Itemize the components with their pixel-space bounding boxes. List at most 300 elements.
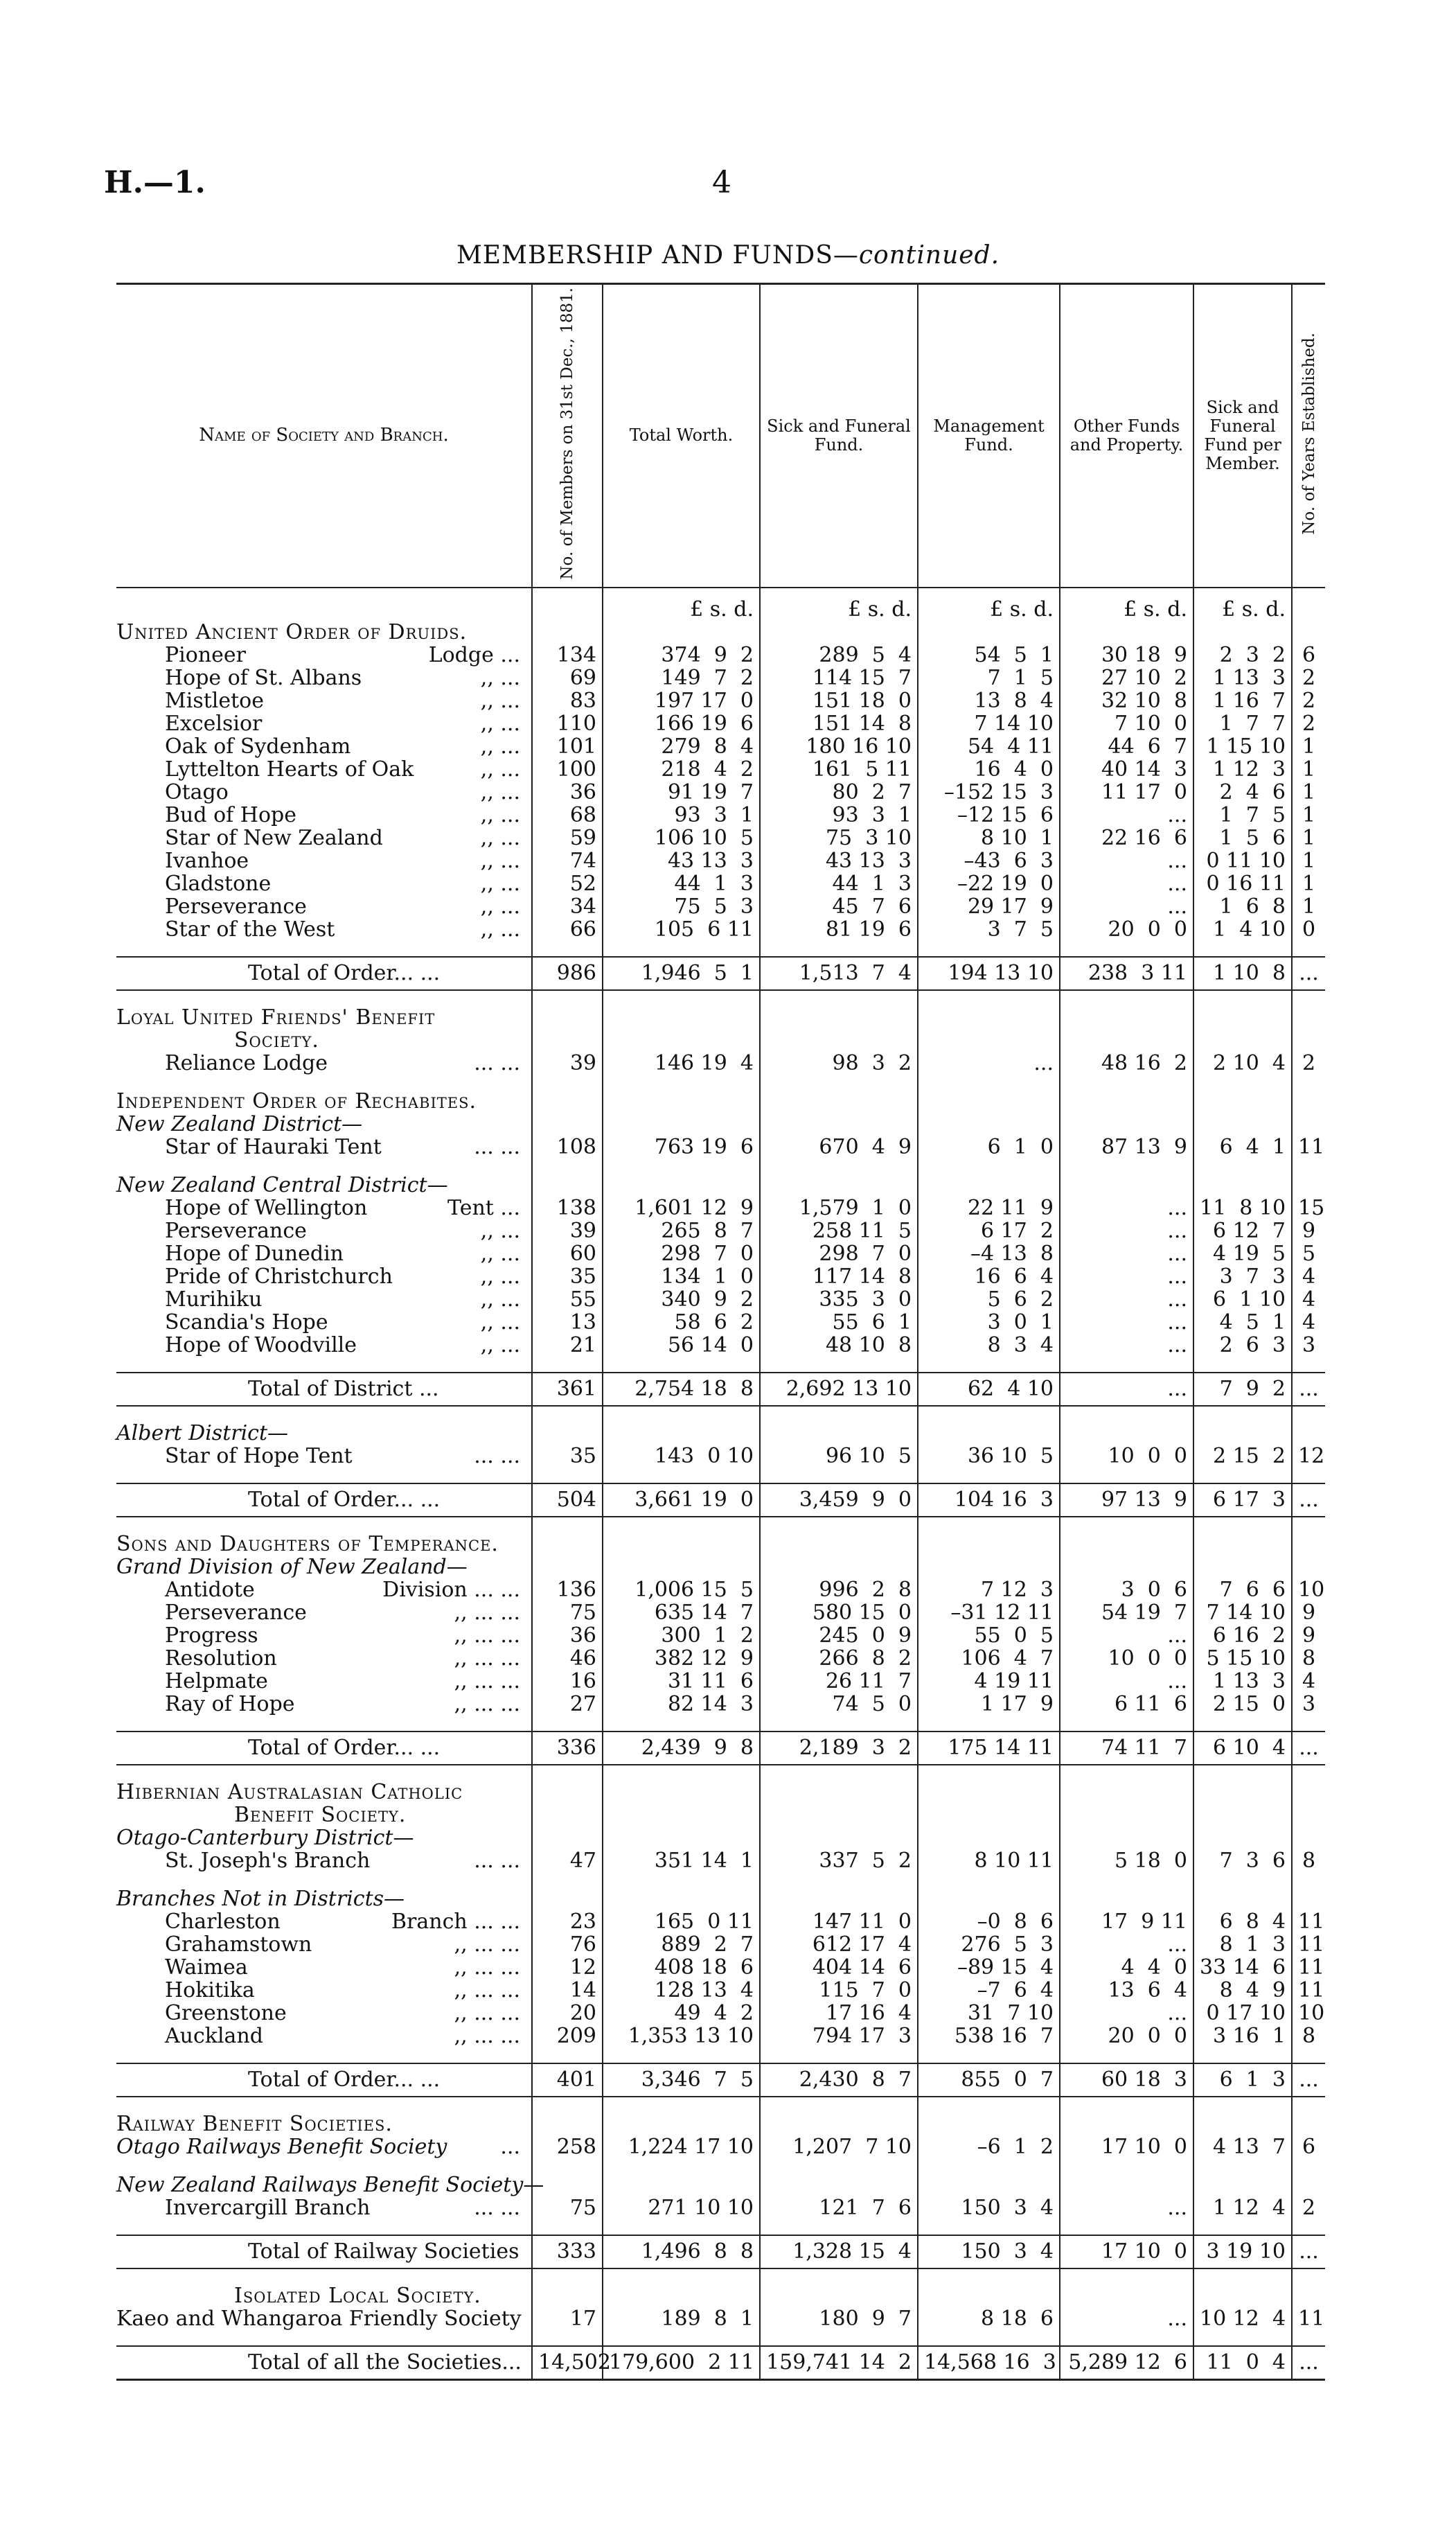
section-heading-row (116, 1113, 1325, 1136)
spacer-cell (760, 1872, 918, 1887)
name-wrap (165, 1624, 526, 1647)
row-name: Reliance Lodge (165, 1050, 328, 1075)
per-cell (1193, 1781, 1292, 1804)
society-name-cell (116, 1910, 532, 1933)
total-cell: 165 0 11 (603, 1910, 760, 1933)
name-qualifier: ,, ... (480, 779, 520, 804)
spacer-cell (1193, 990, 1292, 1006)
spacer-cell (116, 2219, 532, 2235)
total-cell: 298 7 0 (603, 1242, 760, 1265)
spacer-row (116, 1357, 1325, 1373)
spacer-cell (116, 1406, 532, 1422)
total-cell: 351 14 1 (603, 1849, 760, 1872)
per-cell: 3 7 3 (1193, 1265, 1292, 1288)
total-label (116, 1483, 532, 1517)
spacer-cell (1193, 2097, 1292, 2113)
spacer-cell (918, 990, 1060, 1006)
other-cell: 3 0 6 (1060, 1578, 1193, 1601)
spacer-cell (532, 2219, 603, 2235)
years-cell: 4 (1292, 1288, 1325, 1311)
sick-cell: 161 5 11 (760, 758, 918, 781)
row-name: New Zealand District— (116, 1111, 363, 1136)
table-row (116, 758, 1325, 781)
other-cell (1060, 2174, 1193, 2196)
members-cell: 75 (532, 2196, 603, 2219)
other-cell: 30 18 9 (1060, 644, 1193, 667)
sick-cell: 151 14 8 (760, 712, 918, 735)
table-row (116, 1197, 1325, 1219)
page-title (0, 241, 1456, 270)
total-cell: 265 8 7 (603, 1219, 760, 1242)
other-cell: ... (1060, 2307, 1193, 2330)
years-cell: ... (1292, 957, 1325, 990)
years-cell (1292, 1533, 1325, 1556)
other-cell: 27 10 2 (1060, 667, 1193, 689)
spacer-cell (1292, 1406, 1325, 1422)
row-name: Total of Order... ... (248, 2068, 441, 2092)
members-cell: 110 (532, 712, 603, 735)
spacer-cell (760, 1357, 918, 1373)
members-cell: 258 (532, 2135, 603, 2158)
sick-cell (760, 1422, 918, 1445)
other-cell (1060, 621, 1193, 644)
members-cell: 74 (532, 849, 603, 872)
other-cell: ... (1060, 872, 1193, 895)
name-qualifier: Tent ... (447, 1195, 520, 1220)
years-cell: 6 (1292, 644, 1325, 667)
members-cell: 52 (532, 872, 603, 895)
spacer-row (116, 2097, 1325, 2113)
years-cell: 8 (1292, 1849, 1325, 1872)
members-cell: 68 (532, 804, 603, 827)
members-cell: 14,502 (532, 2346, 603, 2380)
other-cell: 238 3 11 (1060, 957, 1193, 990)
mgmt-cell (918, 1113, 1060, 1136)
row-name: Sons and Daughters of Temperance. (116, 1531, 499, 1556)
members-cell: 16 (532, 1670, 603, 1693)
mgmt-cell (918, 621, 1060, 644)
per-cell: 33 14 6 (1193, 1956, 1292, 1979)
years-cell: 15 (1292, 1197, 1325, 1219)
years-cell: 4 (1292, 1311, 1325, 1334)
spacer-cell (603, 990, 760, 1006)
spacer-cell (1193, 1765, 1292, 1781)
spacer-cell (1060, 1406, 1193, 1422)
other-cell: 5 18 0 (1060, 1849, 1193, 1872)
spacer-cell (532, 2158, 603, 2174)
row-name: Hope of Wellington (165, 1195, 368, 1220)
name-wrap (165, 918, 526, 941)
row-name: Independent Order of Rechabites. (116, 1089, 477, 1113)
row-name: Perseverance (165, 1218, 307, 1243)
other-cell: ... (1060, 1265, 1193, 1288)
other-cell: ... (1060, 1373, 1193, 1406)
sick-cell: 80 2 7 (760, 781, 918, 804)
name-wrap (165, 1647, 526, 1670)
other-cell: ... (1060, 1288, 1193, 1311)
section-heading (116, 1006, 532, 1029)
section-heading-row (116, 2284, 1325, 2307)
spacer-cell (603, 2219, 760, 2235)
per-cell: 4 19 5 (1193, 1242, 1292, 1265)
spacer-cell (760, 1468, 918, 1483)
spacer-cell (918, 1468, 1060, 1483)
table-row (116, 712, 1325, 735)
mgmt-cell (918, 1090, 1060, 1113)
mgmt-cell: 54 5 1 (918, 644, 1060, 667)
members-cell (532, 1113, 603, 1136)
name-qualifier: ,, ... ... (454, 1646, 520, 1671)
name-qualifier: ,, ... ... (454, 2023, 520, 2048)
spacer-cell (603, 1075, 760, 1090)
name-wrap (165, 1197, 526, 1219)
mgmt-cell: 538 16 7 (918, 2025, 1060, 2047)
members-cell: 21 (532, 1334, 603, 1357)
spacer-cell (760, 1517, 918, 1533)
name-wrap (165, 1979, 526, 2002)
name-wrap (165, 1219, 526, 1242)
table-row (116, 1242, 1325, 1265)
society-name-cell (116, 918, 532, 941)
table-row (116, 1933, 1325, 1956)
row-name: Society. (234, 1028, 319, 1052)
spacer-cell (532, 2047, 603, 2063)
spacer-cell (1193, 1716, 1292, 1731)
spacer-row (116, 2330, 1325, 2346)
per-cell: 1 12 4 (1193, 2196, 1292, 2219)
spacer-cell (116, 1716, 532, 1731)
spacer-cell (1292, 2330, 1325, 2346)
spacer-cell (1193, 1158, 1292, 1174)
spacer-cell (1193, 1872, 1292, 1887)
spacer-cell (918, 1357, 1060, 1373)
other-cell (1060, 1556, 1193, 1578)
table-row (116, 872, 1325, 895)
spacer-cell (603, 2330, 760, 2346)
total-cell (603, 1090, 760, 1113)
row-name: New Zealand Railways Benefit Society— (116, 2172, 544, 2197)
per-cell (1193, 1804, 1292, 1826)
years-cell: 2 (1292, 1052, 1325, 1075)
members-cell: 36 (532, 781, 603, 804)
sick-cell (760, 1174, 918, 1197)
section-heading (116, 621, 532, 644)
society-name-cell (116, 1693, 532, 1716)
name-qualifier: ... ... (474, 2195, 520, 2220)
row-name: Benefit Society. (234, 1802, 407, 1827)
spacer-cell (760, 990, 918, 1006)
table-row (116, 804, 1325, 827)
row-name: Bud of Hope (165, 802, 296, 827)
mgmt-cell (918, 2284, 1060, 2307)
mgmt-cell: 6 17 2 (918, 1219, 1060, 1242)
sick-cell: 404 14 6 (760, 1956, 918, 1979)
sick-cell: 180 9 7 (760, 2307, 918, 2330)
spacer-cell (532, 1406, 603, 1422)
society-name-cell (116, 712, 532, 735)
per-cell (1193, 2113, 1292, 2135)
section-heading-row (116, 1029, 1325, 1052)
members-cell: 13 (532, 1311, 603, 1334)
name-qualifier: ,, ... (480, 917, 520, 942)
units-sick: £ s. d. (760, 588, 918, 621)
spacer-cell (760, 1716, 918, 1731)
society-name-cell (116, 758, 532, 781)
header-members (532, 284, 603, 588)
row-name: Hibernian Australasian Catholic (116, 1779, 463, 1804)
mgmt-cell: 22 11 9 (918, 1197, 1060, 1219)
document-code: H.—1. (104, 165, 206, 200)
section-heading (116, 1826, 532, 1849)
name-wrap (165, 781, 526, 804)
members-cell: 47 (532, 1849, 603, 1872)
mgmt-cell: 7 12 3 (918, 1578, 1060, 1601)
other-cell: 10 0 0 (1060, 1445, 1193, 1468)
years-cell: 0 (1292, 918, 1325, 941)
years-cell (1292, 1422, 1325, 1445)
table-row (116, 667, 1325, 689)
per-cell (1193, 1826, 1292, 1849)
spacer-cell (1193, 2268, 1292, 2284)
sick-cell (760, 1556, 918, 1578)
section-heading (116, 1113, 532, 1136)
spacer-cell (603, 2268, 760, 2284)
per-cell: 6 1 10 (1193, 1288, 1292, 1311)
name-wrap (165, 689, 526, 712)
header-row (116, 284, 1325, 588)
sick-cell: 670 4 9 (760, 1136, 918, 1158)
row-name: Otago (165, 779, 229, 804)
members-cell (532, 1422, 603, 1445)
total-cell: 1,353 13 10 (603, 2025, 760, 2047)
name-wrap (165, 667, 526, 689)
other-cell (1060, 2113, 1193, 2135)
table-row (116, 1334, 1325, 1357)
name-qualifier: ,, ... (480, 1310, 520, 1334)
members-cell: 59 (532, 827, 603, 849)
per-cell: 4 13 7 (1193, 2135, 1292, 2158)
units-other: £ s. d. (1060, 588, 1193, 621)
table-row (116, 735, 1325, 758)
row-name: Perseverance (165, 894, 307, 919)
years-cell: 2 (1292, 689, 1325, 712)
per-cell (1193, 1113, 1292, 1136)
total-cell: 1,224 17 10 (603, 2135, 760, 2158)
years-cell (1292, 2284, 1325, 2307)
spacer-row (116, 941, 1325, 957)
spacer-cell (532, 1517, 603, 1533)
name-qualifier: ,, ... (480, 1218, 520, 1243)
row-name: Total of Railway Societies (248, 2239, 520, 2264)
other-cell: 20 0 0 (1060, 2025, 1193, 2047)
spacer-cell (532, 1158, 603, 1174)
members-cell: 361 (532, 1373, 603, 1406)
spacer-cell (603, 1872, 760, 1887)
years-cell: 1 (1292, 872, 1325, 895)
name-qualifier: ,, ... ... (454, 1955, 520, 1980)
years-cell (1292, 2174, 1325, 2196)
years-cell: 8 (1292, 2025, 1325, 2047)
society-name-cell (116, 1219, 532, 1242)
spacer-cell (760, 1765, 918, 1781)
mgmt-cell: –0 8 6 (918, 1910, 1060, 1933)
spacer-row (116, 1468, 1325, 1483)
spacer-cell (1060, 1158, 1193, 1174)
total-cell: 146 19 4 (603, 1052, 760, 1075)
other-cell (1060, 1826, 1193, 1849)
row-name: New Zealand Central District— (116, 1172, 448, 1197)
sick-cell: 93 3 1 (760, 804, 918, 827)
section-heading-row (116, 2113, 1325, 2135)
per-cell: 1 13 3 (1193, 667, 1292, 689)
spacer-cell (116, 2047, 532, 2063)
spacer-cell (1060, 1716, 1193, 1731)
members-cell (532, 2284, 603, 2307)
table-row (116, 781, 1325, 804)
name-wrap (165, 2196, 526, 2219)
society-name-cell (116, 1933, 532, 1956)
society-name-cell (116, 735, 532, 758)
table-row (116, 1311, 1325, 1334)
society-name-cell (116, 849, 532, 872)
table-row (116, 2135, 1325, 2158)
section-heading (116, 2113, 532, 2135)
name-wrap (165, 712, 526, 735)
total-cell: 149 7 2 (603, 667, 760, 689)
spacer-cell (1193, 1357, 1292, 1373)
name-wrap (165, 872, 526, 895)
other-cell: 4 4 0 (1060, 1956, 1193, 1979)
sick-cell: 151 18 0 (760, 689, 918, 712)
name-qualifier: ,, ... (480, 665, 520, 690)
spacer-row (116, 1075, 1325, 1090)
total-cell (603, 1804, 760, 1826)
mgmt-cell: 31 7 10 (918, 2002, 1060, 2025)
name-qualifier: ... ... (474, 1050, 520, 1075)
name-wrap (165, 1578, 526, 1601)
years-cell: ... (1292, 2235, 1325, 2268)
members-cell: 401 (532, 2063, 603, 2097)
per-cell: 7 14 10 (1193, 1601, 1292, 1624)
years-cell: 4 (1292, 1670, 1325, 1693)
society-name-cell (116, 2025, 532, 2047)
spacer-cell (1292, 2158, 1325, 2174)
total-row (116, 2235, 1325, 2268)
society-name-cell (116, 781, 532, 804)
row-name: Kaeo and Whangaroa Friendly Society (116, 2306, 522, 2331)
total-cell (603, 1006, 760, 1029)
sick-cell (760, 2284, 918, 2307)
society-name-cell (116, 1265, 532, 1288)
spacer-cell (1292, 2097, 1325, 2113)
members-cell (532, 1090, 603, 1113)
mgmt-cell (918, 1422, 1060, 1445)
row-name: Resolution (165, 1646, 277, 1671)
row-name: Grahamstown (165, 1932, 312, 1957)
row-name: Excelsior (165, 711, 263, 736)
sick-cell: 337 5 2 (760, 1849, 918, 1872)
mgmt-cell (918, 1174, 1060, 1197)
society-name-cell (116, 1578, 532, 1601)
society-name-cell (116, 1334, 532, 1357)
spacer-cell (918, 1517, 1060, 1533)
name-wrap (165, 2025, 526, 2047)
spacer-cell (1292, 2219, 1325, 2235)
per-cell: 8 1 3 (1193, 1933, 1292, 1956)
members-cell: 27 (532, 1693, 603, 1716)
spacer-cell (532, 1716, 603, 1731)
spacer-cell (1060, 1765, 1193, 1781)
total-cell (603, 2284, 760, 2307)
per-cell (1193, 1029, 1292, 1052)
row-name: Murihiku (165, 1287, 263, 1312)
other-cell: 22 16 6 (1060, 827, 1193, 849)
sick-cell: 159,741 14 2 (760, 2346, 918, 2380)
row-name: Hope of Woodville (165, 1332, 357, 1357)
total-cell: 143 0 10 (603, 1445, 760, 1468)
row-name: Star of the West (165, 917, 335, 942)
row-name: Auckland (165, 2023, 263, 2048)
row-name: Albert District— (116, 1420, 289, 1445)
mgmt-cell: 8 10 1 (918, 827, 1060, 849)
members-cell: 76 (532, 1933, 603, 1956)
page-number: 4 (712, 165, 731, 200)
mgmt-cell: 16 4 0 (918, 758, 1060, 781)
sick-cell: 794 17 3 (760, 2025, 918, 2047)
name-qualifier: ... (500, 2134, 520, 2159)
table-row (116, 1288, 1325, 1311)
spacer-cell (1060, 941, 1193, 957)
other-cell (1060, 1533, 1193, 1556)
members-cell: 39 (532, 1219, 603, 1242)
mgmt-cell: –6 1 2 (918, 2135, 1060, 2158)
spacer-cell (918, 2158, 1060, 2174)
table-row (116, 689, 1325, 712)
spacer-cell (603, 1765, 760, 1781)
members-cell (532, 1174, 603, 1197)
total-label (116, 2063, 532, 2097)
spacer-row (116, 1406, 1325, 1422)
spacer-cell (116, 1075, 532, 1090)
other-cell: ... (1060, 849, 1193, 872)
per-cell (1193, 1556, 1292, 1578)
spacer-cell (1292, 1872, 1325, 1887)
name-qualifier: ,, ... (480, 688, 520, 713)
row-name: Greenstone (165, 2000, 287, 2025)
total-cell (603, 1113, 760, 1136)
table-row (116, 1219, 1325, 1242)
total-cell (603, 1826, 760, 1849)
name-qualifier: ,, ... (480, 1264, 520, 1289)
years-cell: 11 (1292, 1979, 1325, 2002)
years-cell: 12 (1292, 1445, 1325, 1468)
years-cell (1292, 1781, 1325, 1804)
row-name: Pioneer (165, 642, 247, 667)
spacer-cell (532, 1468, 603, 1483)
other-cell: ... (1060, 1311, 1193, 1334)
mgmt-cell (918, 1556, 1060, 1578)
members-cell: 100 (532, 758, 603, 781)
years-cell: 9 (1292, 1219, 1325, 1242)
section-heading-row (116, 1556, 1325, 1578)
section-heading-row (116, 1533, 1325, 1556)
spacer-cell (1060, 2158, 1193, 2174)
name-qualifier: ... ... (474, 1443, 520, 1468)
section-heading (116, 2284, 532, 2307)
members-cell: 39 (532, 1052, 603, 1075)
years-cell: ... (1292, 1731, 1325, 1765)
title-continued: continued. (858, 241, 1000, 270)
